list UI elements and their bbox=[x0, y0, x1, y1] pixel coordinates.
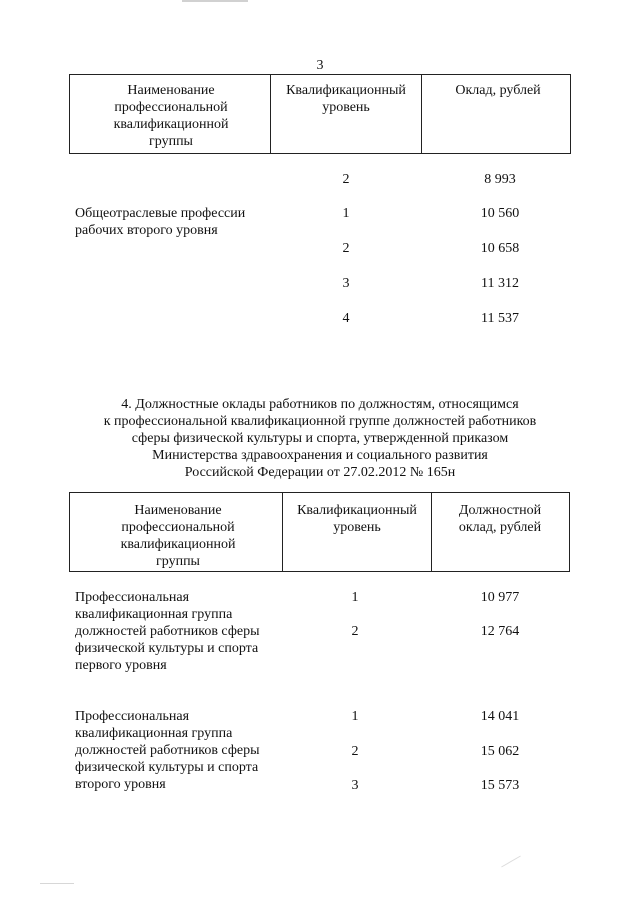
scan-artifact bbox=[501, 856, 521, 868]
table2-header-level: Квалификационный уровень bbox=[297, 503, 417, 535]
section-title-line: к профессиональной квалификационной группе должностей работников bbox=[103, 414, 537, 429]
table2-level: 3 bbox=[351, 778, 359, 793]
table2-level: 2 bbox=[351, 624, 359, 639]
table1-level: 1 bbox=[342, 206, 350, 221]
table1-level: 2 bbox=[342, 241, 350, 256]
table2-salary: 14 041 bbox=[480, 709, 520, 724]
table2-group-name: Профессиональная квалификационная группа должностей работников сферы физической культуры и спорта первого уровня bbox=[75, 590, 260, 673]
column-divider bbox=[270, 75, 271, 153]
table1-salary: 10 560 bbox=[480, 206, 520, 221]
column-divider bbox=[282, 493, 283, 571]
table2-level: 2 bbox=[351, 744, 359, 759]
table2-salary: 15 062 bbox=[480, 744, 520, 759]
table1-header bbox=[69, 74, 571, 154]
table1-header-group: Наименование профессиональной квалификационной группы bbox=[113, 83, 229, 149]
table1-salary: 11 537 bbox=[481, 311, 519, 326]
table2-salary: 15 573 bbox=[480, 778, 520, 793]
table2-header-salary: Должностной оклад, рублей bbox=[458, 503, 542, 535]
section-title bbox=[0, 396, 640, 481]
table1-level: 2 bbox=[342, 172, 350, 187]
table2-salary: 10 977 bbox=[480, 590, 520, 605]
table2-salary: 12 764 bbox=[480, 624, 520, 639]
scan-artifact bbox=[182, 0, 248, 2]
table1-header-level: Квалификационный уровень bbox=[286, 83, 406, 115]
column-divider bbox=[431, 493, 432, 571]
table1-salary: 10 658 bbox=[480, 241, 520, 256]
table2-group-name: Профессиональная квалификационная группа должностей работников сферы физической культуры и спорта второго уровня bbox=[75, 709, 260, 792]
table2-header bbox=[69, 492, 570, 572]
table2-header-group: Наименование профессиональной квалификационной группы bbox=[120, 503, 236, 569]
table2-level: 1 bbox=[351, 709, 359, 724]
page-number: 3 bbox=[316, 58, 324, 73]
table1-level: 3 bbox=[342, 276, 350, 291]
section-title-line: Министерства здравоохранения и социального развития bbox=[152, 448, 488, 463]
section-title-line: Российской Федерации от 27.02.2012 № 165н bbox=[184, 465, 456, 480]
table2-level: 1 bbox=[351, 590, 359, 605]
table1-group-name: Общеотраслевые профессии рабочих второго уровня bbox=[75, 206, 246, 238]
table1-salary: 8 993 bbox=[484, 172, 516, 187]
table1-header-salary: Оклад, рублей bbox=[455, 83, 541, 98]
table1-salary: 11 312 bbox=[481, 276, 519, 291]
table1-level: 4 bbox=[342, 311, 350, 326]
scan-artifact bbox=[40, 883, 74, 884]
section-title-line: 4. Должностные оклады работников по должностям, относящимся bbox=[121, 397, 519, 412]
column-divider bbox=[421, 75, 422, 153]
section-title-line: сферы физической культуры и спорта, утвержденной приказом bbox=[131, 431, 509, 446]
